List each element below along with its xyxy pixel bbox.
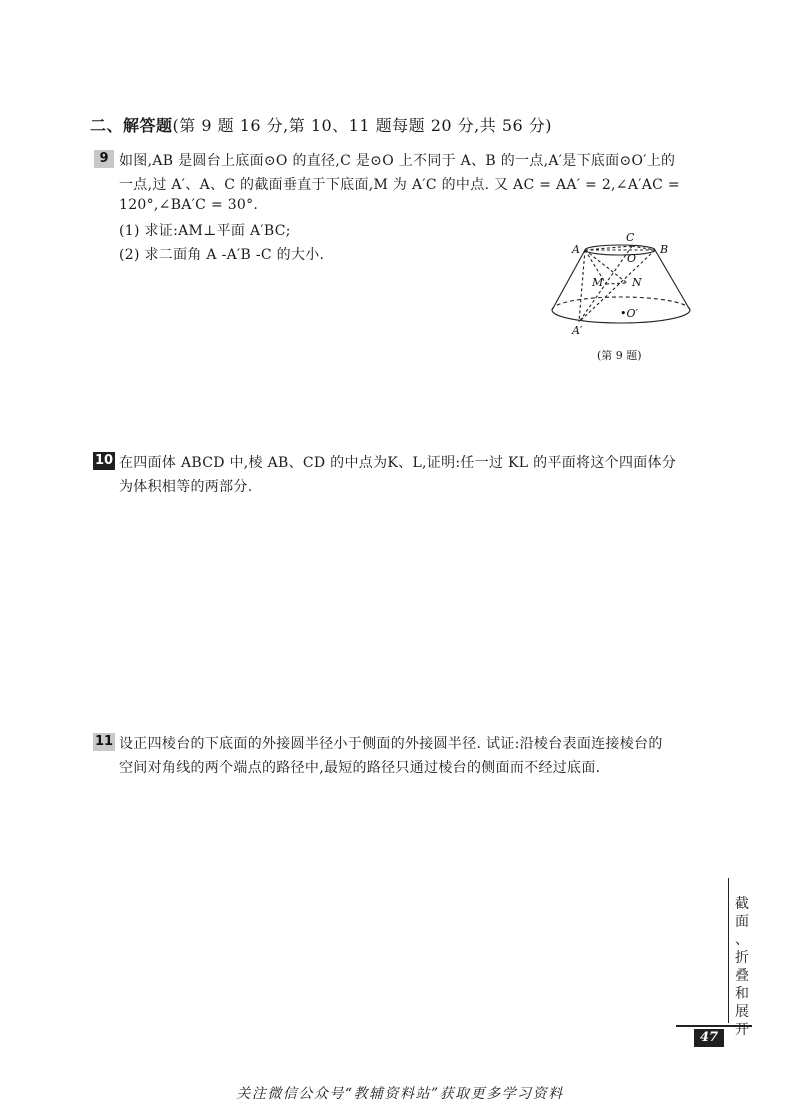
segment-B-A1: [579, 250, 655, 322]
question-11-number: 11: [94, 734, 114, 749]
section-title: [90, 113, 552, 136]
label-N: N: [632, 276, 642, 289]
question-11-line-1: 设正四棱台的下底面的外接圆半径小于侧面的外接圆半径. 试证:沿棱台表面连接棱台的: [119, 736, 663, 752]
question-10-number: 10: [94, 453, 114, 468]
label-C: C: [626, 231, 635, 244]
chapter-side-title: 截面、折叠和展开: [735, 896, 749, 1038]
question-9-part-2: (2) 求二面角 A -A′B -C 的大小.: [119, 247, 325, 263]
question-9-line-2: 一点,过 A′、A、C 的截面垂直于下底面,M 为 A′C 的中点. 又 AC = AA′ = 2,∠A′AC =: [119, 177, 680, 193]
right-generatrix: [655, 250, 690, 310]
question-9-line-3: 120°,∠BA′C = 30°.: [119, 197, 259, 213]
page-number: 47: [694, 1029, 724, 1047]
frustum-figure: [540, 228, 710, 340]
label-A: A: [572, 243, 580, 256]
question-11-line-2: 空间对角线的两个端点的路径中,最短的路径只通过棱台的侧面而不经过底面.: [119, 760, 601, 776]
section-title-scoring: (第 9 题 16 分,第 10、11 题每题 20 分,共 56 分): [172, 116, 553, 135]
question-10-line-2: 为体积相等的两部分.: [119, 479, 253, 495]
footer-note: 关注微信公众号“教辅资料站”获取更多学习资料: [236, 1086, 564, 1102]
figure-caption: (第 9 题): [597, 349, 642, 362]
section-title-main: 二、解答题: [90, 116, 173, 135]
segment-M-N: [606, 283, 627, 284]
page-number-rule: [676, 1025, 752, 1027]
question-9-part-1: (1) 求证:AM⊥平面 A′BC;: [119, 223, 291, 239]
question-10-line-1: 在四面体 ABCD 中,棱 AB、CD 的中点为K、L,证明:任一过 KL 的平面将这个四面体分: [119, 455, 677, 471]
question-9-number: 9: [94, 150, 114, 168]
label-B: B: [660, 243, 669, 256]
label-A-prime: A′: [572, 324, 583, 337]
left-generatrix: [552, 250, 585, 310]
label-O: O: [627, 252, 637, 265]
label-M: M: [592, 276, 604, 289]
label-O-prime: •O′: [620, 307, 639, 320]
segment-A-A1: [579, 250, 585, 322]
question-9-line-1: 如图,AB 是圆台上底面⊙O 的直径,C 是⊙O 上不同于 A、B 的一点,A′是下底面⊙O′上的: [119, 153, 676, 169]
